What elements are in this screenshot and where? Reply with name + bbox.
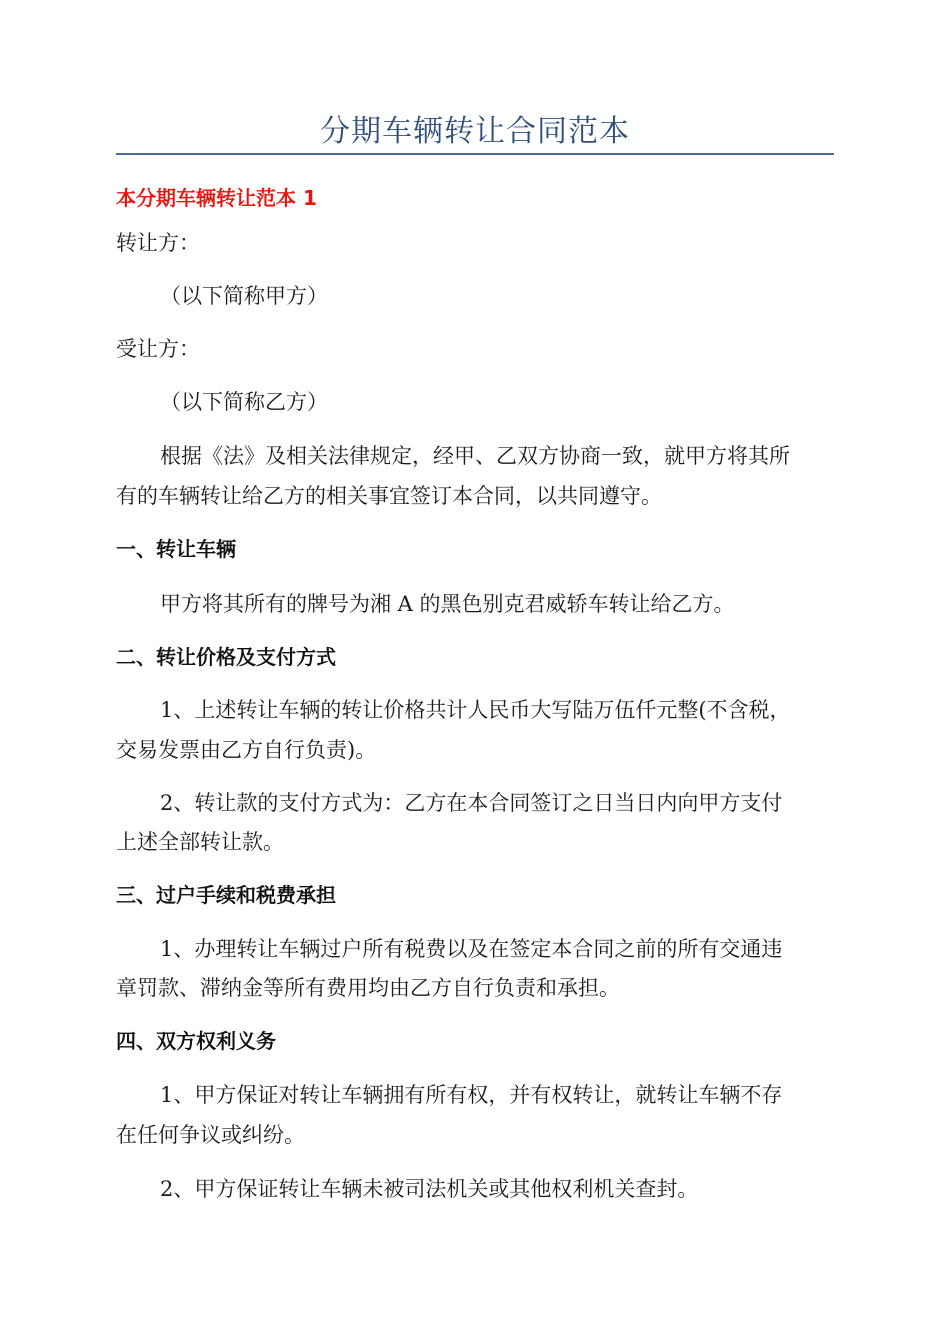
transferee-label: 受让方： — [116, 337, 200, 361]
section-2-para-2-line-1: 2、转让款的支付方式为：乙方在本合同签订之日当日内向甲方支付 — [160, 791, 783, 815]
transferor-label: 转让方： — [116, 231, 200, 255]
section-2-heading: 二、转让价格及支付方式 — [116, 645, 336, 669]
section-2-para-2-line-2: 上述全部转让款。 — [116, 830, 284, 854]
section-2-para-1-line-1: 1、上述转让车辆的转让价格共计人民币大写陆万伍仟元整(不含税， — [160, 698, 791, 722]
section-1-para-1: 甲方将其所有的牌号为湘 A 的黑色别克君威轿车转让给乙方。 — [160, 592, 735, 616]
intro-line-1: 根据《法》及相关法律规定，经甲、乙双方协商一致，就甲方将其所 — [160, 444, 790, 468]
section-3-heading: 三、过户手续和税费承担 — [116, 883, 336, 907]
intro-line-2: 有的车辆转让给乙方的相关事宜签订本合同，以共同遵守。 — [116, 484, 662, 508]
section-2-para-1-line-2: 交易发票由乙方自行负责)。 — [116, 738, 377, 762]
transferee-note: （以下简称乙方） — [160, 390, 328, 414]
section-1-heading: 一、转让车辆 — [116, 537, 236, 561]
section-heading: 本分期车辆转让范本 1 — [116, 186, 317, 210]
section-4-para-1-line-1: 1、甲方保证对转让车辆拥有所有权，并有权转让，就转让车辆不存 — [160, 1083, 783, 1107]
title-divider — [116, 153, 834, 155]
document-title: 分期车辆转让合同范本 — [320, 114, 630, 149]
section-3-para-1-line-1: 1、办理转让车辆过户所有税费以及在签定本合同之前的所有交通违 — [160, 937, 783, 961]
section-4-para-1-line-2: 在任何争议或纠纷。 — [116, 1123, 305, 1147]
section-4-heading: 四、双方权利义务 — [116, 1029, 276, 1053]
section-3-para-1-line-2: 章罚款、滞纳金等所有费用均由乙方自行负责和承担。 — [116, 976, 620, 1000]
section-4-para-2-line-1: 2、甲方保证转让车辆未被司法机关或其他权利机关查封。 — [160, 1177, 699, 1201]
transferor-note: （以下简称甲方） — [160, 284, 328, 308]
